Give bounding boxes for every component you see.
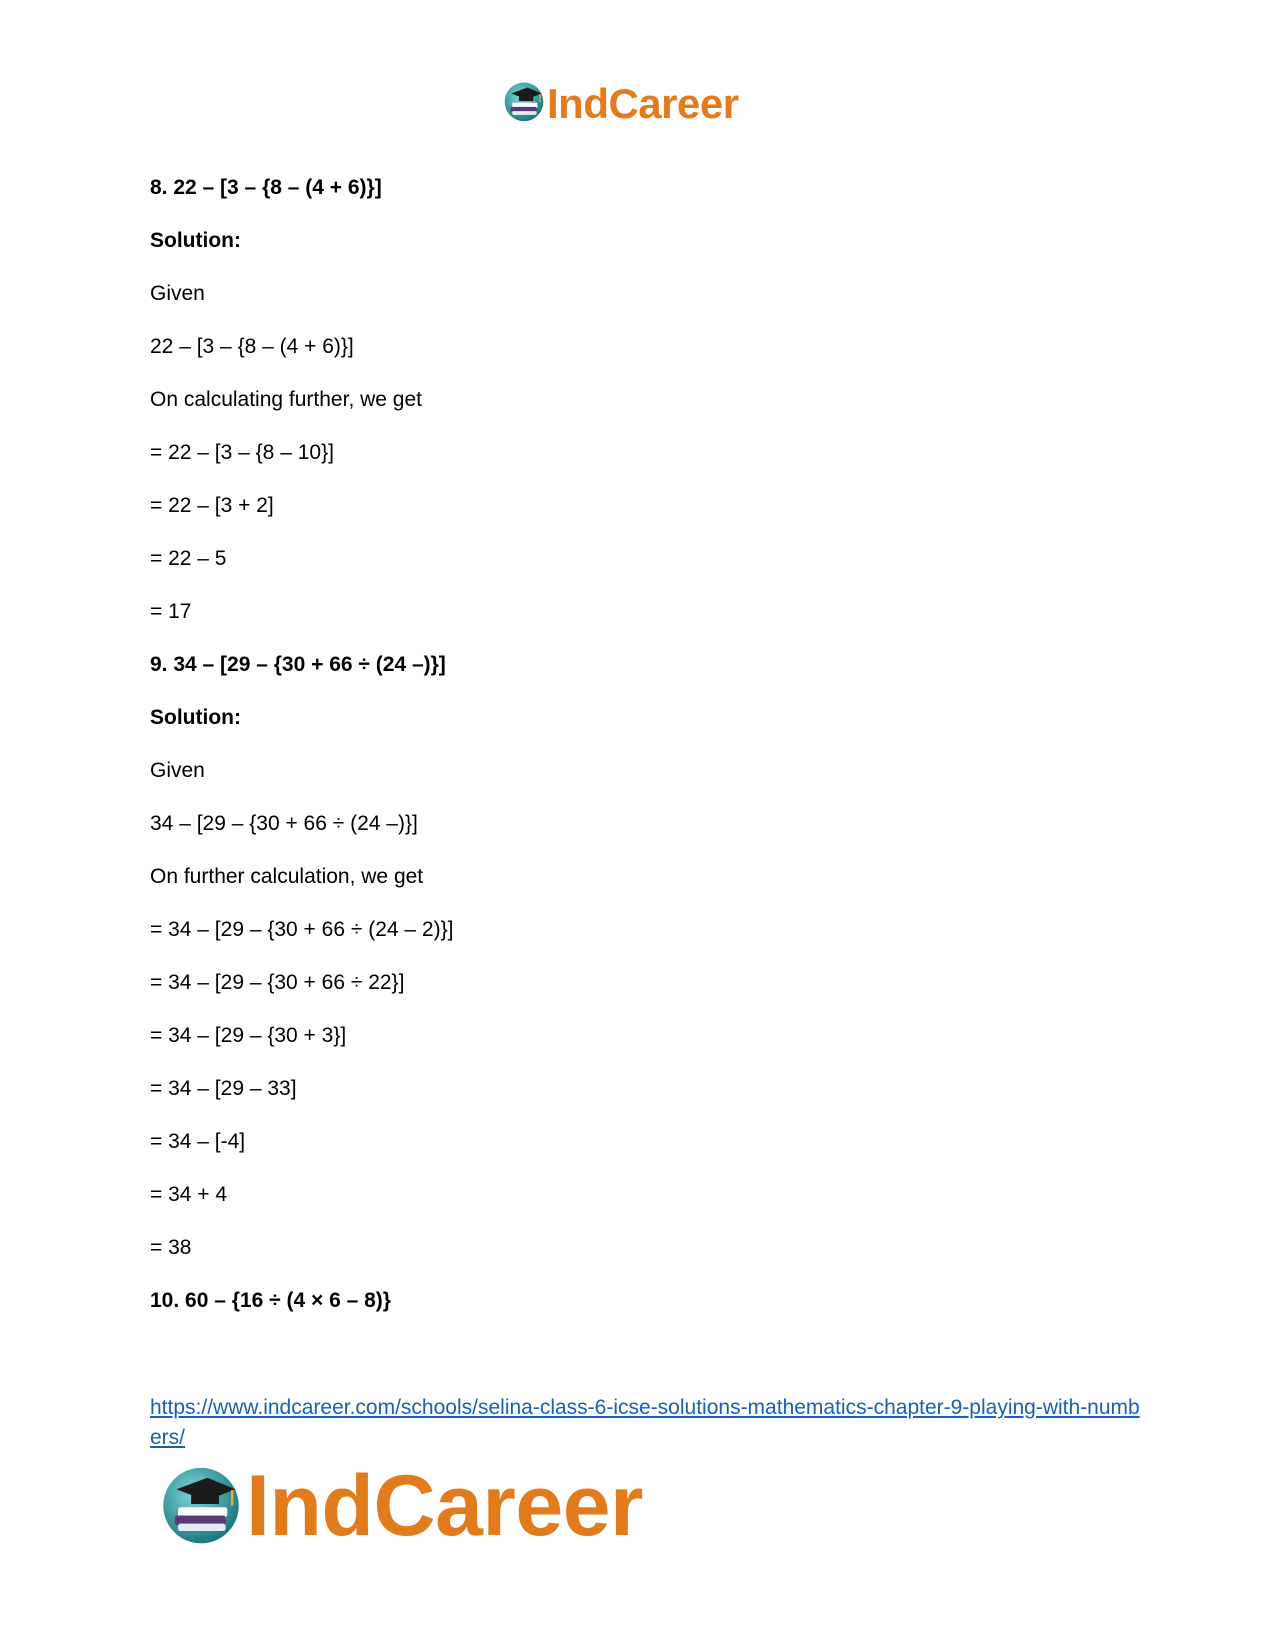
graduation-book-icon: [160, 1463, 242, 1550]
answer-line: = 17: [150, 600, 192, 623]
solution-label: Solution:: [150, 706, 241, 729]
step-line: = 22 – 5: [150, 547, 227, 570]
graduation-book-icon: [503, 80, 545, 127]
step-line: = 34 – [-4]: [150, 1130, 246, 1153]
logo-wordmark: IndCareer: [547, 79, 739, 127]
step-line: = 34 – [29 – {30 + 3}]: [150, 1024, 347, 1047]
expression-line: 34 – [29 – {30 + 66 ÷ (24 –)}]: [150, 812, 418, 835]
source-url-link[interactable]: https://www.indcareer.com/schools/selina-class-6-icse-solutions-mathematics-chapter-9-playing-with-numbers/: [150, 1396, 1140, 1449]
question-10-heading: 10. 60 – {16 ÷ (4 × 6 – 8)}: [150, 1289, 391, 1312]
step-line: = 34 – [29 – {30 + 66 ÷ (24 – 2)}]: [150, 918, 454, 941]
step-line: = 34 – [29 – 33]: [150, 1077, 297, 1100]
question-8-heading: 8. 22 – [3 – {8 – (4 + 6)}]: [150, 176, 382, 199]
step-line: = 22 – [3 – {8 – 10}]: [150, 441, 334, 464]
indcareer-logo-header: [503, 80, 739, 127]
given-label: Given: [150, 282, 205, 305]
explanation-line: On calculating further, we get: [150, 388, 422, 411]
expression-line: 22 – [3 – {8 – (4 + 6)}]: [150, 335, 354, 358]
step-line: = 34 + 4: [150, 1183, 228, 1206]
step-line: = 22 – [3 + 2]: [150, 494, 274, 517]
answer-line: = 38: [150, 1236, 192, 1259]
explanation-line: On further calculation, we get: [150, 865, 424, 888]
logo-wordmark: IndCareer: [246, 1458, 643, 1554]
indcareer-logo-footer: [160, 1460, 643, 1552]
given-label: Given: [150, 759, 205, 782]
solution-label: Solution:: [150, 229, 241, 252]
question-9-heading: 9. 34 – [29 – {30 + 66 ÷ (24 –)}]: [150, 653, 446, 676]
step-line: = 34 – [29 – {30 + 66 ÷ 22}]: [150, 971, 405, 994]
